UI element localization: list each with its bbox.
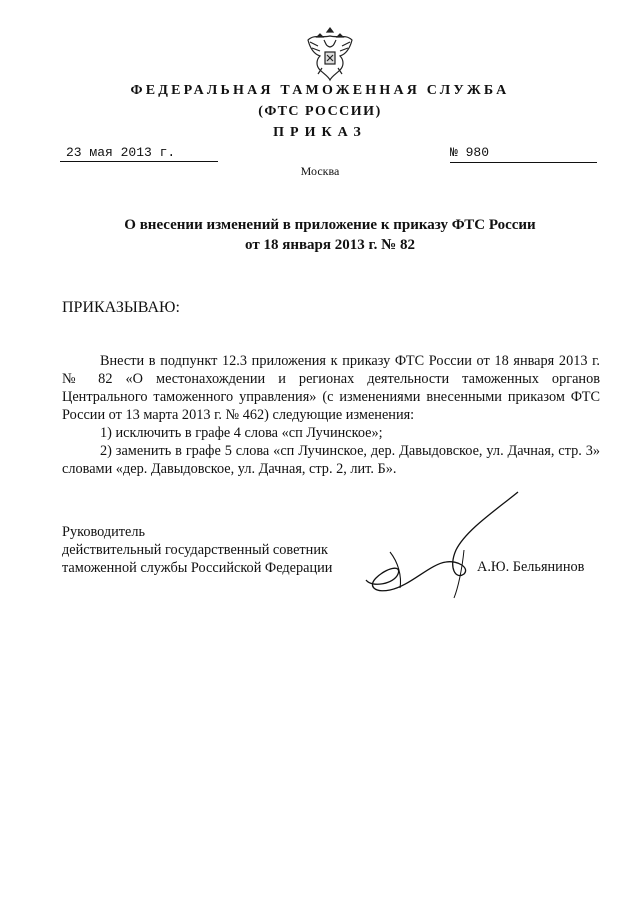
agency-name: ФЕДЕРАЛЬНАЯ ТАМОЖЕННАЯ СЛУЖБА: [130, 83, 510, 98]
russian-coat-of-arms-icon: [304, 24, 356, 82]
signatory-title-line-2: действительный государственный советник: [62, 542, 328, 558]
order-subject: [60, 215, 600, 255]
signatory-title-line-1: Руководитель: [62, 524, 146, 540]
subject-line-2: от 18 января 2013 г. № 82: [245, 237, 415, 253]
body-item-2: 2) заменить в графе 5 слова «сп Лучинское, дер. Давыдовское, ул. Дачная, стр. 3» словами «дер. Давыдовское, ул. Дачная, стр. 2, лит. Б».: [62, 443, 600, 477]
order-date: 23 мая 2013 г.: [60, 145, 218, 162]
handwritten-signature: [346, 490, 526, 600]
order-body: [62, 352, 600, 478]
signatory-title-line-3: таможенной службы Российской Федерации: [62, 560, 333, 576]
signatory-title: [62, 523, 332, 577]
decree-word: ПРИКАЗЫВАЮ:: [62, 299, 180, 316]
document-type: ПРИКАЗ: [273, 125, 367, 140]
subject-line-1: О внесении изменений в приложение к приказу ФТС России: [124, 217, 536, 233]
body-item-1: 1) исключить в графе 4 слова «сп Лучинское»;: [100, 425, 383, 441]
agency-abbreviation: (ФТС РОССИИ): [258, 104, 382, 119]
body-paragraph: Внести в подпункт 12.3 приложения к приказу ФТС России от 18 января 2013 г. № 82 «О местонахождении и регионах деятельности таможенных органов Центрального таможенного управления» (с изменениями внесенными приказом ФТС России от 13 марта 2013 г. № 462) следующие изменения:: [62, 353, 600, 423]
signatory-name: А.Ю. Бельянинов: [477, 559, 585, 575]
order-number: № 980: [450, 145, 597, 163]
city: Москва: [300, 164, 340, 178]
